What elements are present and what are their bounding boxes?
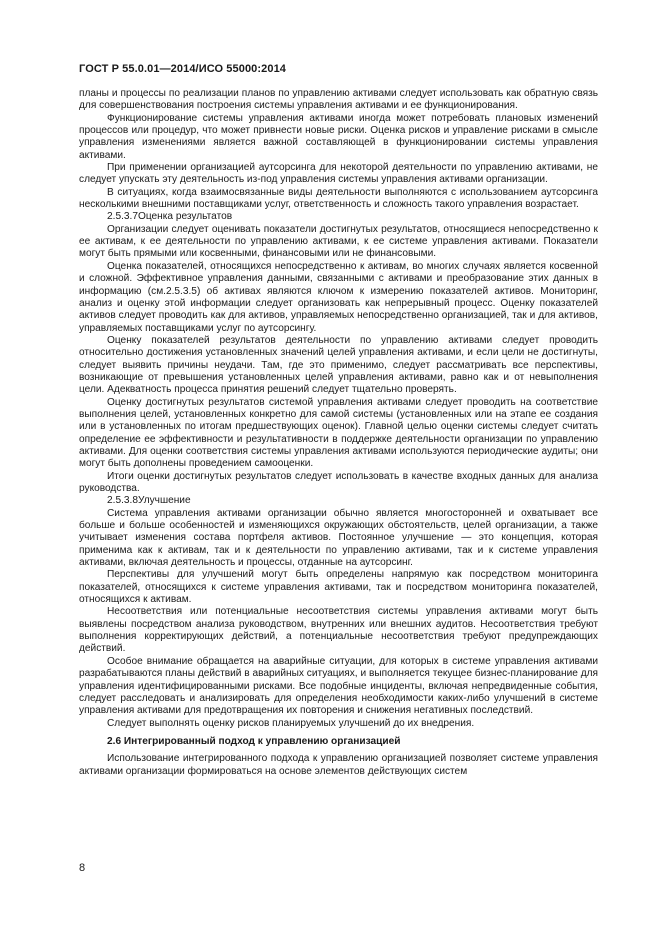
paragraph: При применении организацией аутсорсинга для некоторой деятельности по управлению активами, не следует упускать эту деятельность из-под управления системы управления активами организации.	[79, 162, 598, 186]
subsection-heading: 2.5.3.7Оценка результатов	[107, 211, 233, 223]
paragraph: Система управления активами организации обычно является многосторонней и охватывает все больше и больше особенностей и изменяющихся окружающих обстоятельств, целей организации, а также учитывает изменения состава портфеля активов. Постоянное улучшение — это концепция, которая применима как к активам, так и к деятельности по управлению активами, так и к системе управления активами, включая деятельность и процессы, отданные на аутсорсинг.	[79, 507, 598, 569]
document-body	[79, 88, 598, 778]
paragraph: Функционирование системы управления активами иногда может потребовать плановых изменений процессов или процедур, что может привнести новые риски. Оценка рисков и управление рисками в смысле управления изменениями является важной составляющей в функционировании системы управления активами.	[79, 112, 598, 161]
paragraph: В ситуациях, когда взаимосвязанные виды деятельности выполняются с использованием аутсорсинга несколькими внешними поставщиками услуг, ответственность и сложность такого управления возрастает.	[79, 186, 598, 211]
paragraph: Оценка показателей, относящихся непосредственно к активам, во многих случаях является косвенной и сложной. Эффективное управления данными, связанными с активами и преобразование этих данных в информацию (см.2.5.3.5) об активах являются ключом к измерению показателей активов. Мониторинг, анализ и оценку этой информации следует организовать как непрерывный процесс. Оценку показателей активов следует проводить как для активов, управляемых непосредственно организацией, так и для активов, управляемых поставщиками услуг по аутсорсингу.	[79, 260, 598, 334]
paragraph: Несоответствия или потенциальные несоответствия системы управления активами могут быть выявлены посредством анализа руководством, внутренних или внешних аудитов. Несоответствия требуют выполнения корректирующих действий, а потенциальные несоответствия требуют предупреждающих действий.	[79, 606, 598, 655]
paragraph: Следует выполнять оценку рисков планируемых улучшений до их внедрения.	[107, 717, 475, 729]
paragraph: Оценку показателей результатов деятельности по управлению активами следует проводить относительно достижения установленных значений целей управления активами, и если цели не достигнуты, следует выявить причины неудачи. Там, где это применимо, следует рассматривать все перспективы, возникающие от превышения установленных целей управления активами, равно как и от невыполнения цели. Адекватность процесса принятия решений следует тщательно проверять.	[79, 334, 598, 396]
page-number: 8	[79, 862, 86, 874]
paragraph: Особое внимание обращается на аварийные ситуации, для которых в системе управления активами разрабатываются планы действий в аварийных ситуациях, и выполняется текущее бизнес-планирование для управления идентифицированными рисками. Все подобные инциденты, включая непредвиденные события, следует расследовать и анализировать для определения необходимости каких-либо улучшений в системе управления активами для предотвращения их повторения и снижения негативных последствий.	[79, 655, 598, 717]
subsection-heading: 2.5.3.8Улучшение	[107, 495, 191, 507]
standard-header: ГОСТ Р 55.0.01—2014/ИСО 55000:2014	[79, 63, 287, 75]
paragraph: Организации следует оценивать показатели достигнутых результатов, относящиеся непосредственно к ее активам, к ее деятельности по управлению активами, к ее системе управления активами. Показатели могут быть прямыми или косвенными, финансовыми или не финансовыми.	[79, 223, 598, 260]
paragraph: Итоги оценки достигнутых результатов следует использовать в качестве входных данных для анализа руководства.	[79, 470, 598, 494]
paragraph: планы и процессы по реализации планов по управлению активами следует использовать как обратную связь для совершенствования построения системы управления активами и ее функционирования.	[79, 88, 598, 112]
paragraph: Использование интегрированного подхода к управлению организацией позволяет системе управления активами организации формироваться на основе элементов действующих систем	[79, 753, 598, 777]
paragraph: Перспективы для улучшений могут быть определены напрямую как посредством мониторинга показателей, относящихся к системе управления активами, так и посредством мониторинга показателей, относящихся к активам.	[79, 569, 598, 606]
section-heading: 2.6 Интегрированный подход к управлению организацией	[107, 735, 401, 747]
paragraph: Оценку достигнутых результатов системой управления активами следует проводить на соответствие выполнения целей, установленных конкретно для самой системы (установленных или на этапе ее создания или в установленных по итогам предшествующих оценок). Главной целью оценки системы следует считать определение ее эффективности и результативности в поддержке деятельности организации по управлению активами. Для оценки соответствия системы управления активами используются периодические аудиты; они могут быть дополнены проведением самооценки.	[79, 396, 598, 470]
